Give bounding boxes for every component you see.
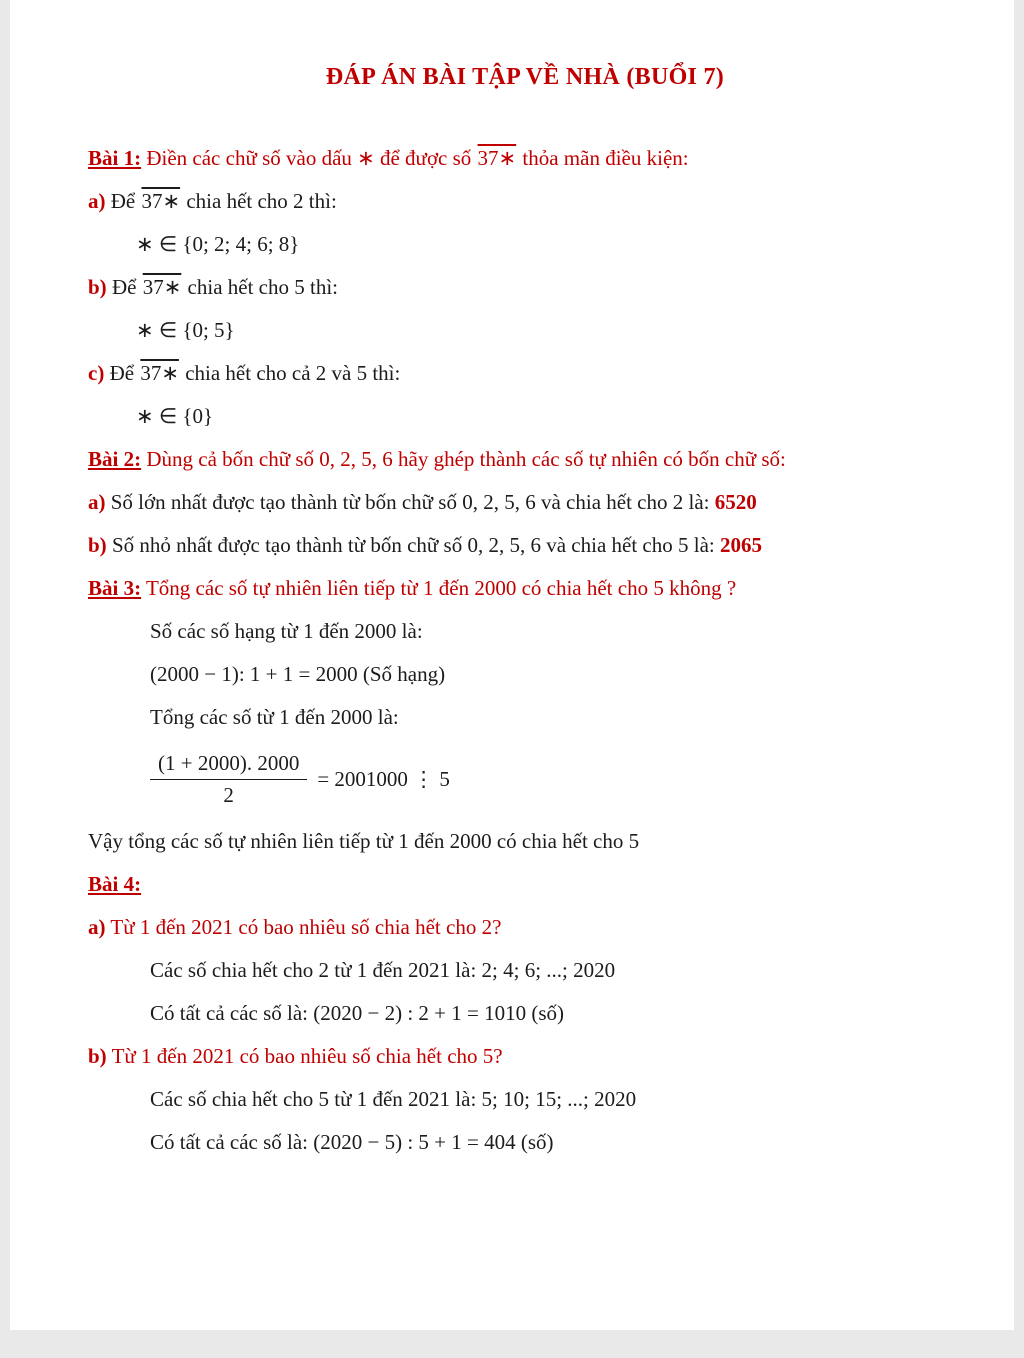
fraction-denominator: 2 <box>223 782 234 807</box>
item-question: Từ 1 đến 2021 có bao nhiêu số chia hết cho 2? <box>110 915 502 939</box>
bai3-conclusion: Vậy tổng các số tự nhiên liên tiếp từ 1 đến 2000 có chia hết cho 5 <box>88 829 640 853</box>
fraction-numerator: (1 + 2000). 2000 <box>150 751 307 780</box>
bai1-answer-b: ∗ ∈ {0; 5} <box>136 318 235 342</box>
bai1-item-c <box>88 358 962 388</box>
bai1-answer-c: ∗ ∈ {0} <box>136 404 214 428</box>
item-text-pre: Để <box>110 189 136 213</box>
bai4-item-a-step-1: Các số chia hết cho 2 từ 1 đến 2021 là: 2; 4; 6; ...; 2020 <box>150 958 616 982</box>
bai2-intro: Dùng cả bốn chữ số 0, 2, 5, 6 hãy ghép thành các số tự nhiên có bốn chữ số: <box>146 447 786 471</box>
item-text-pre: Để <box>109 361 135 385</box>
bai4-heading <box>88 869 962 899</box>
item-answer: 6520 <box>714 490 757 514</box>
bai2-item-b <box>88 530 962 560</box>
bai3-step-1: Số các số hạng từ 1 đến 2000 là: <box>150 619 423 643</box>
item-label: b) <box>88 275 107 299</box>
bai3-fraction-line <box>150 745 962 813</box>
bai3-heading <box>88 573 962 603</box>
bai1-heading <box>88 143 962 173</box>
bai2-item-a <box>88 487 962 517</box>
bai1-item-a <box>88 186 962 216</box>
bai3-intro: Tổng các số tự nhiên liên tiếp từ 1 đến 2000 có chia hết cho 5 không ? <box>145 576 737 600</box>
bai1-label: Bài 1: <box>88 146 142 170</box>
bai1-intro-before: Điền các chữ số vào dấu ∗ để được số <box>146 146 472 170</box>
overline-number: 37∗ <box>142 275 182 299</box>
item-text-post: chia hết cho 2 thì: <box>186 189 337 213</box>
bai4-item-b-step-2: Có tất cả các số là: (2020 − 5) : 5 + 1 = 404 (số) <box>150 1130 554 1154</box>
item-text-post: chia hết cho cả 2 và 5 thì: <box>185 361 401 385</box>
bai1-item-b <box>88 272 962 302</box>
item-label: a) <box>88 189 106 213</box>
bai1-overline-number: 37∗ <box>477 146 517 170</box>
document-page <box>10 0 1014 1330</box>
fraction-result: = 2001000 ⋮ 5 <box>317 766 450 791</box>
bai3-step-2: (2000 − 1): 1 + 1 = 2000 (Số hạng) <box>150 662 446 686</box>
item-label: c) <box>88 361 105 385</box>
bai4-item-b-step-1: Các số chia hết cho 5 từ 1 đến 2021 là: 5; 10; 15; ...; 2020 <box>150 1087 637 1111</box>
item-label: b) <box>88 533 107 557</box>
item-text: Số nhỏ nhất được tạo thành từ bốn chữ số 0, 2, 5, 6 và chia hết cho 5 là: <box>111 533 715 557</box>
item-question: Từ 1 đến 2021 có bao nhiêu số chia hết cho 5? <box>111 1044 503 1068</box>
page-title: ĐÁP ÁN BÀI TẬP VỀ NHÀ (BUỔI 7) <box>325 64 725 90</box>
item-text: Số lớn nhất được tạo thành từ bốn chữ số 0, 2, 5, 6 và chia hết cho 2 là: <box>110 490 710 514</box>
item-text-pre: Để <box>111 275 137 299</box>
bai2-label: Bài 2: <box>88 447 142 471</box>
item-label: a) <box>88 915 106 939</box>
bai4-item-a-step-2: Có tất cả các số là: (2020 − 2) : 2 + 1 = 1010 (số) <box>150 1001 565 1025</box>
item-answer: 2065 <box>720 533 762 557</box>
bai2-heading <box>88 444 962 474</box>
item-label: b) <box>88 1044 107 1068</box>
bai3-step-3: Tổng các số từ 1 đến 2000 là: <box>150 705 399 729</box>
bai3-label: Bài 3: <box>88 576 142 600</box>
bai1-intro-after: thỏa mãn điều kiện: <box>522 146 689 170</box>
overline-number: 37∗ <box>141 189 181 213</box>
overline-number: 37∗ <box>140 361 179 385</box>
bai4-label: Bài 4: <box>88 872 142 896</box>
bai4-item-b-question <box>88 1041 962 1071</box>
item-label: a) <box>88 490 106 514</box>
item-text-post: chia hết cho 5 thì: <box>187 275 339 299</box>
fraction <box>150 751 307 808</box>
bai4-item-a-question <box>88 912 962 942</box>
bai1-answer-a: ∗ ∈ {0; 2; 4; 6; 8} <box>136 232 300 256</box>
